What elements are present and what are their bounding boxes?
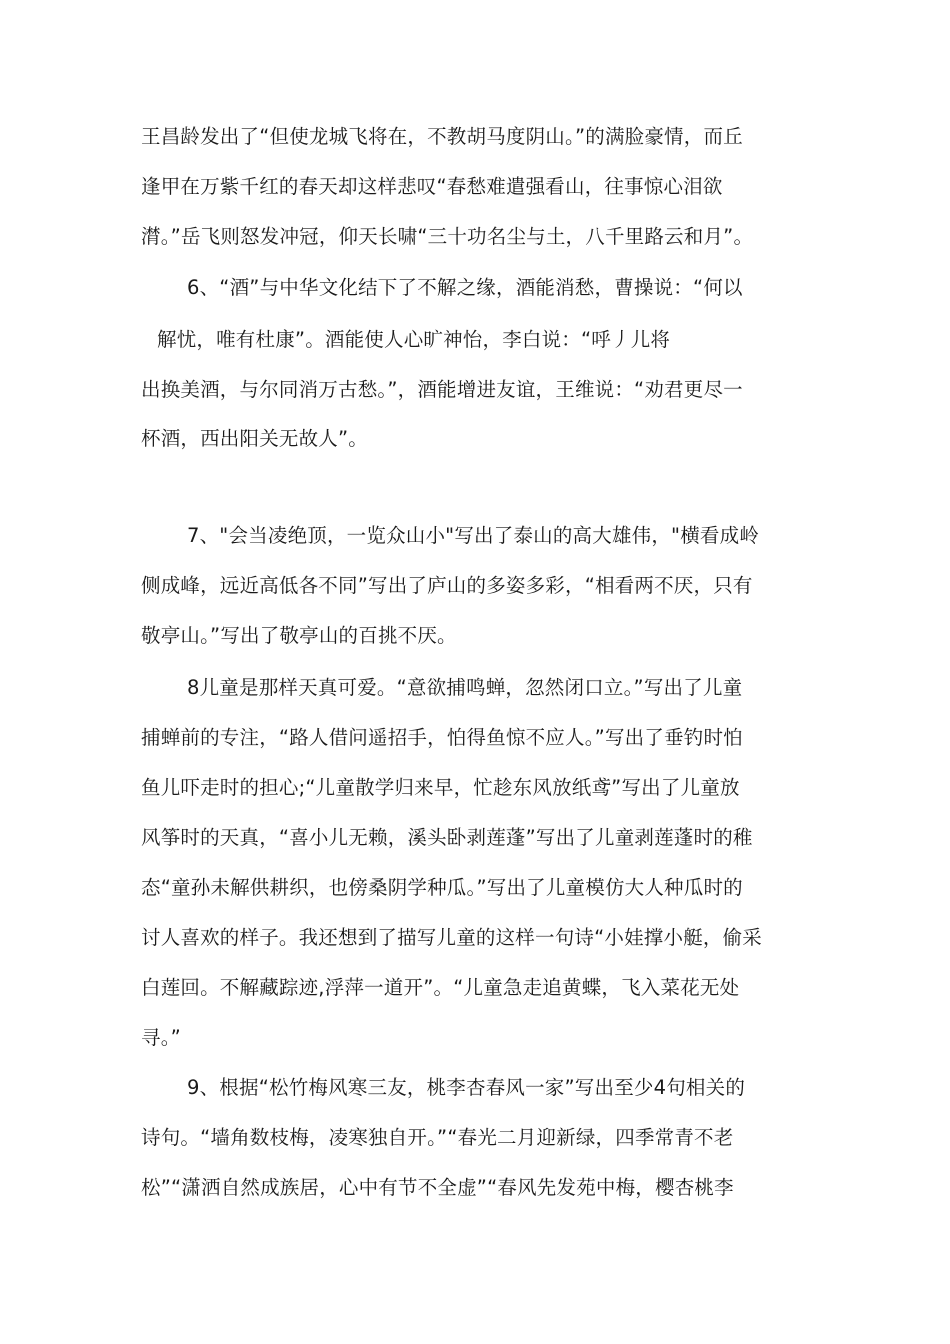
text-line: 寻。” <box>141 1026 181 1049</box>
paragraph-8-start: 8儿童是那样天真可爱。“意欲捕鸣蝉，忽然闭口立。”写出了儿童 <box>187 676 743 699</box>
text-line: 出换美酒，与尔同消万古愁。”，酒能增进友谊，王维说：“劝君更尽一 <box>141 378 743 401</box>
text-line: 鱼儿吓走时的担心;“儿童散学归来早，忙趁东风放纸鸢”写出了儿童放 <box>141 776 740 799</box>
text-line: 讨人喜欢的样子。我还想到了描写儿童的这样一句诗“小娃撑小艇，偷采 <box>141 926 763 949</box>
text-line: 态“童孙未解供耕织，也傍桑阴学种瓜。”写出了儿童模仿大人种瓜时的 <box>141 876 743 899</box>
text-line: 捕蝉前的专注，“路人借问遥招手，怕得鱼惊不应人。”写出了垂钓时怕 <box>141 726 743 749</box>
text-line: 白莲回。不解藏踪迹,浮萍一道开”。“儿童急走追黄蝶，飞入菜花无处 <box>141 976 740 999</box>
text-line: 潸。”岳飞则怒发冲冠，仰天长啸“三十功名尘与土，八千里路云和月”。 <box>141 225 754 248</box>
text-line: 敬亭山。”写出了敬亭山的百挑不厌。 <box>141 624 457 647</box>
text-line: 风筝时的天真，“喜小儿无赖，溪头卧剥莲蓬”写出了儿童剥莲蓬时的稚 <box>141 826 753 849</box>
text-line: 杯酒，西出阳关无故人”。 <box>141 427 369 450</box>
text-line: 解忧，唯有杜康”。酒能使人心旷神怡，李白说：“呼丿儿将 <box>157 328 671 351</box>
text-line: 松”“潇洒自然成族居，心中有节不全虚”“春风先发苑中梅，樱杏桃李 <box>141 1176 734 1199</box>
paragraph-6-start: 6、“酒”与中华文化结下了不解之缘，酒能消愁，曹操说：“何以 <box>187 276 743 299</box>
text-line: 诗句。“墙角数枝梅，凌寒独自开。”“春光二月迎新绿，四季常青不老 <box>141 1126 734 1149</box>
paragraph-9-start: 9、根据“松竹梅风寒三友，桃李杏春风一家”写出至少4句相关的 <box>187 1076 746 1099</box>
text-line: 逢甲在万紫千红的春天却这样悲叹“春愁难遣强看山，往事惊心泪欲 <box>141 175 723 198</box>
text-line: 侧成峰，远近高低各不同”写出了庐山的多姿多彩，“相看两不厌，只有 <box>141 574 753 597</box>
paragraph-7-start: 7、"会当凌绝顶，一览众山小"写出了泰山的高大雄伟，"横看成岭 <box>187 524 760 547</box>
text-line: 王昌龄发出了“但使龙城飞将在，不教胡马度阴山。”的满脸豪情，而丘 <box>141 125 743 148</box>
